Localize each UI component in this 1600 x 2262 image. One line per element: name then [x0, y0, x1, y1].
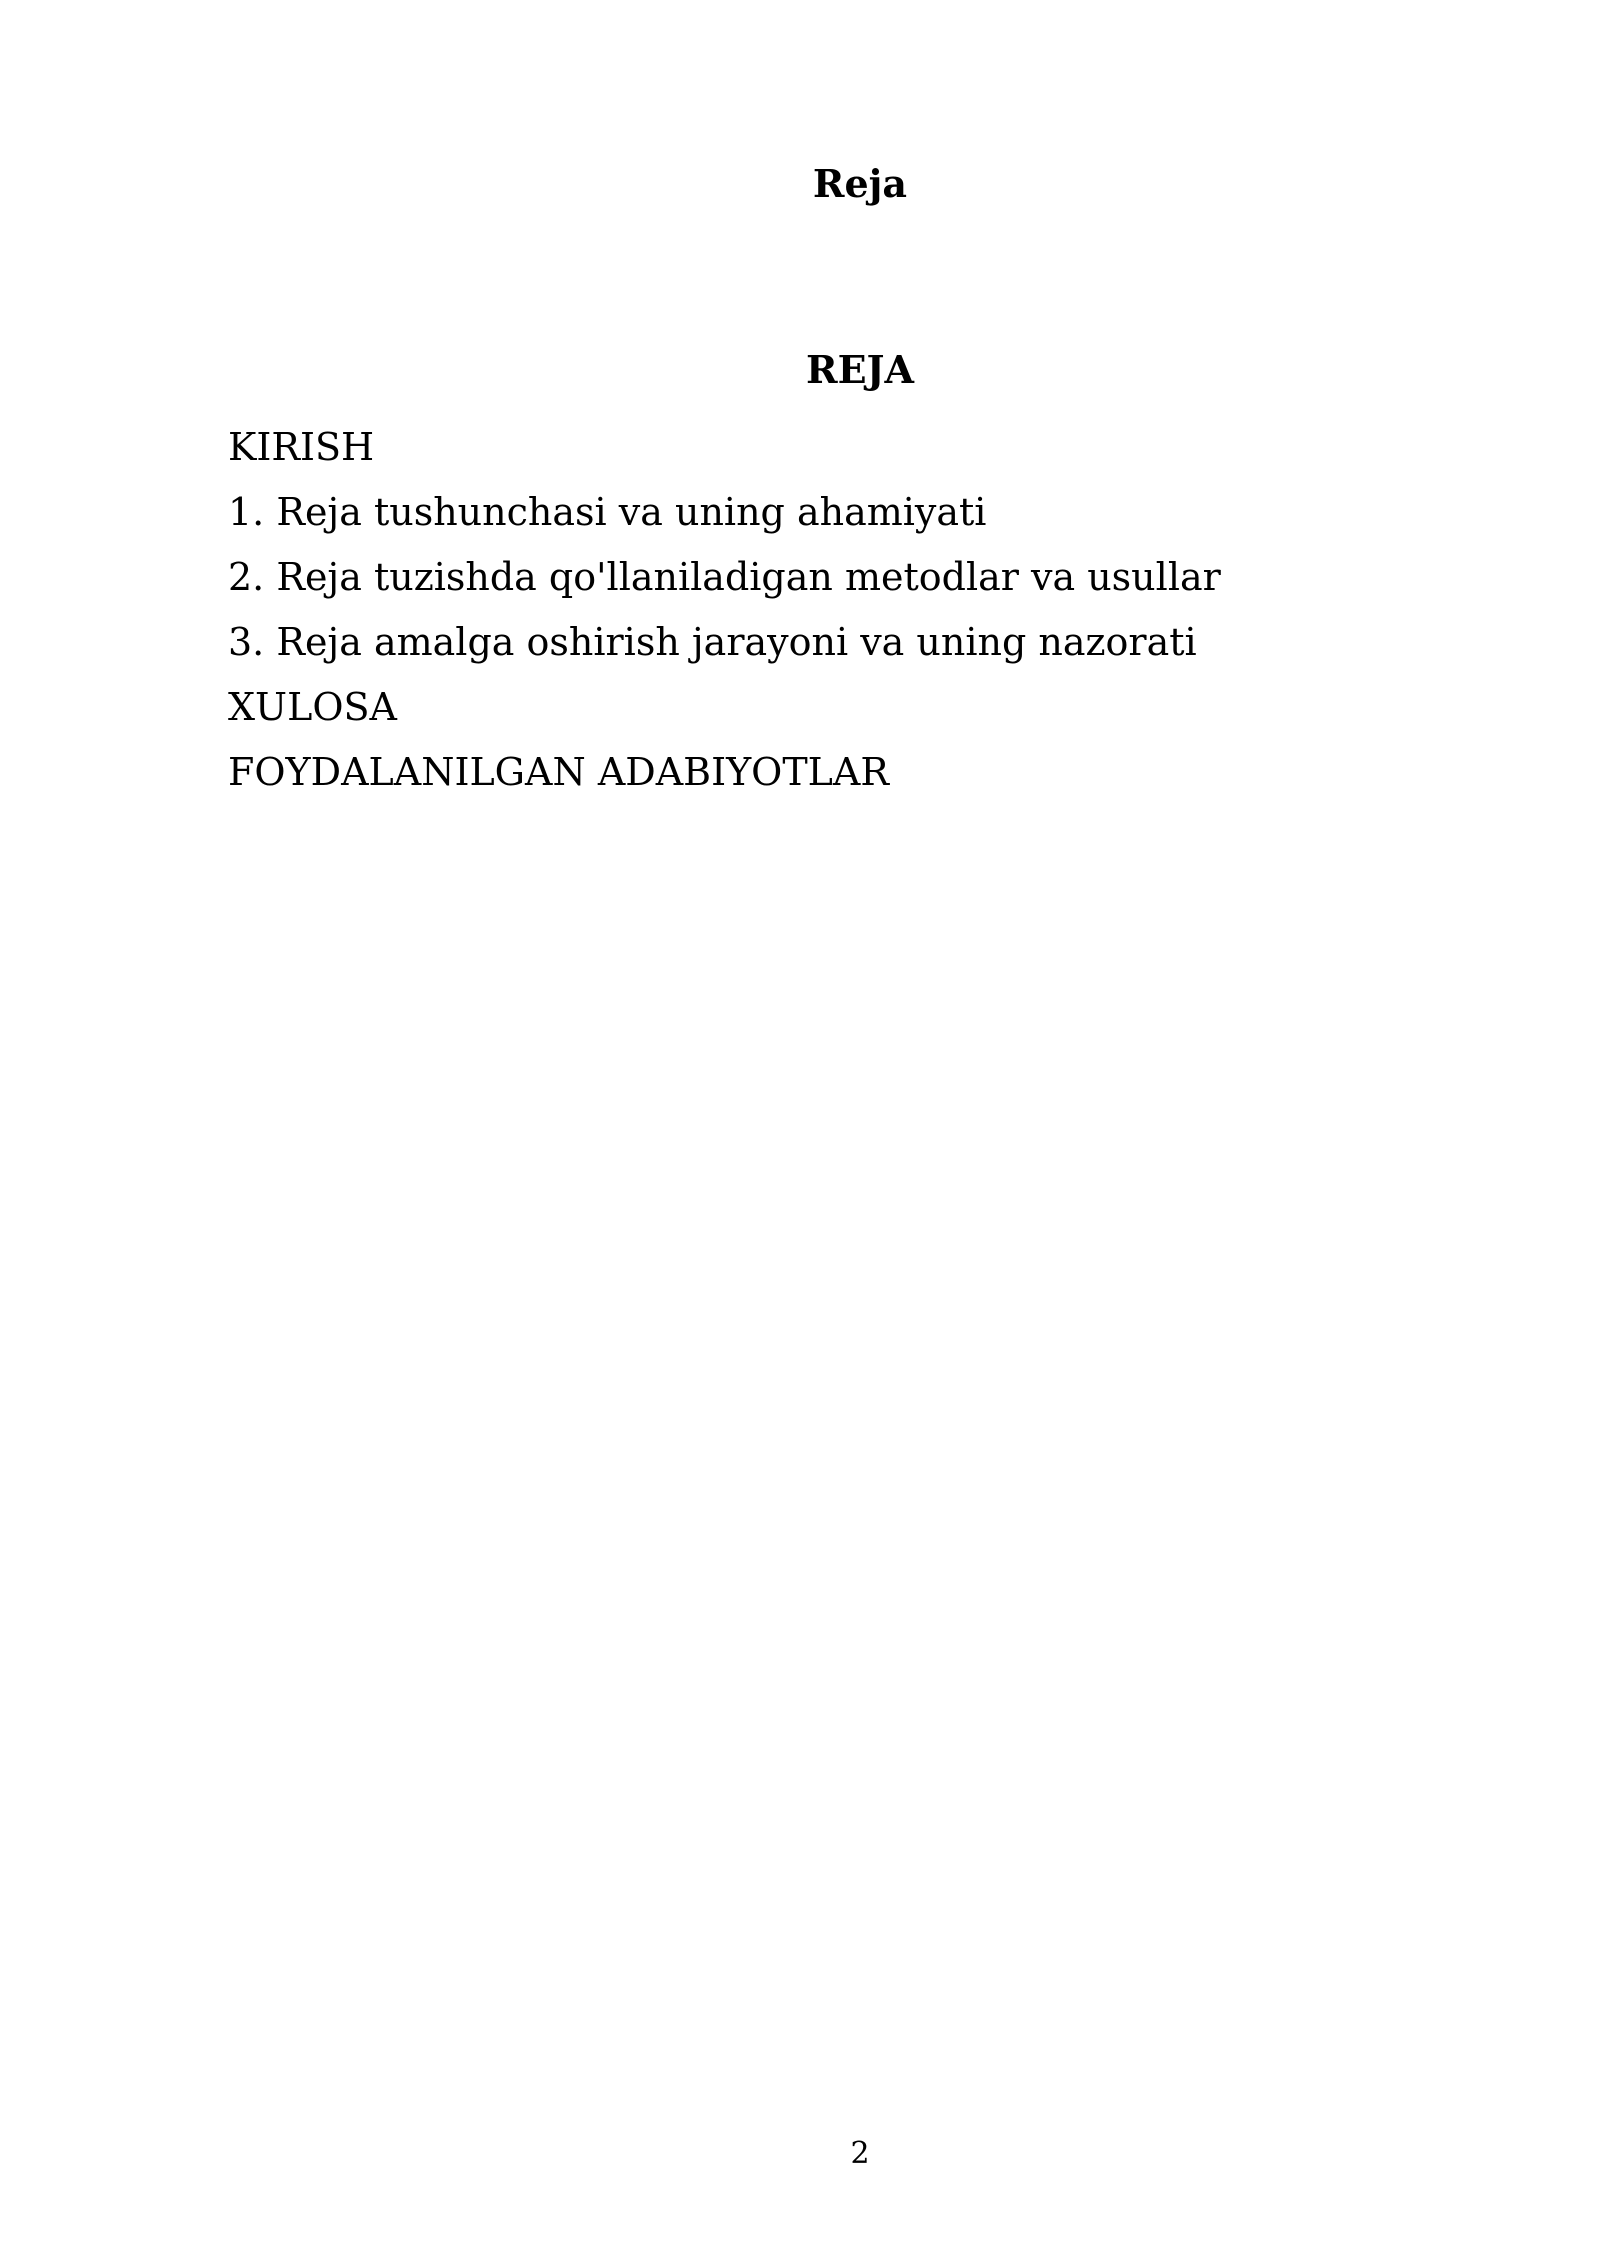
table-of-contents	[228, 415, 1408, 805]
toc-item-introduction: KIRISH	[228, 425, 375, 469]
toc-item-2: 2. Reja tuzishda qo'llaniladigan metodlar va usullar	[228, 555, 1221, 599]
toc-item-1: 1. Reja tushunchasi va uning ahamiyati	[228, 490, 987, 534]
page-number: 2	[850, 2136, 870, 2171]
toc-item-references: FOYDALANILGAN ADABIYOTLAR	[228, 750, 889, 794]
page-title: Reja	[812, 161, 908, 206]
section-heading: REJA	[805, 347, 914, 392]
toc-item-3: 3. Reja amalga oshirish jarayoni va uning nazorati	[228, 620, 1197, 664]
toc-item-conclusion: XULOSA	[228, 685, 397, 729]
